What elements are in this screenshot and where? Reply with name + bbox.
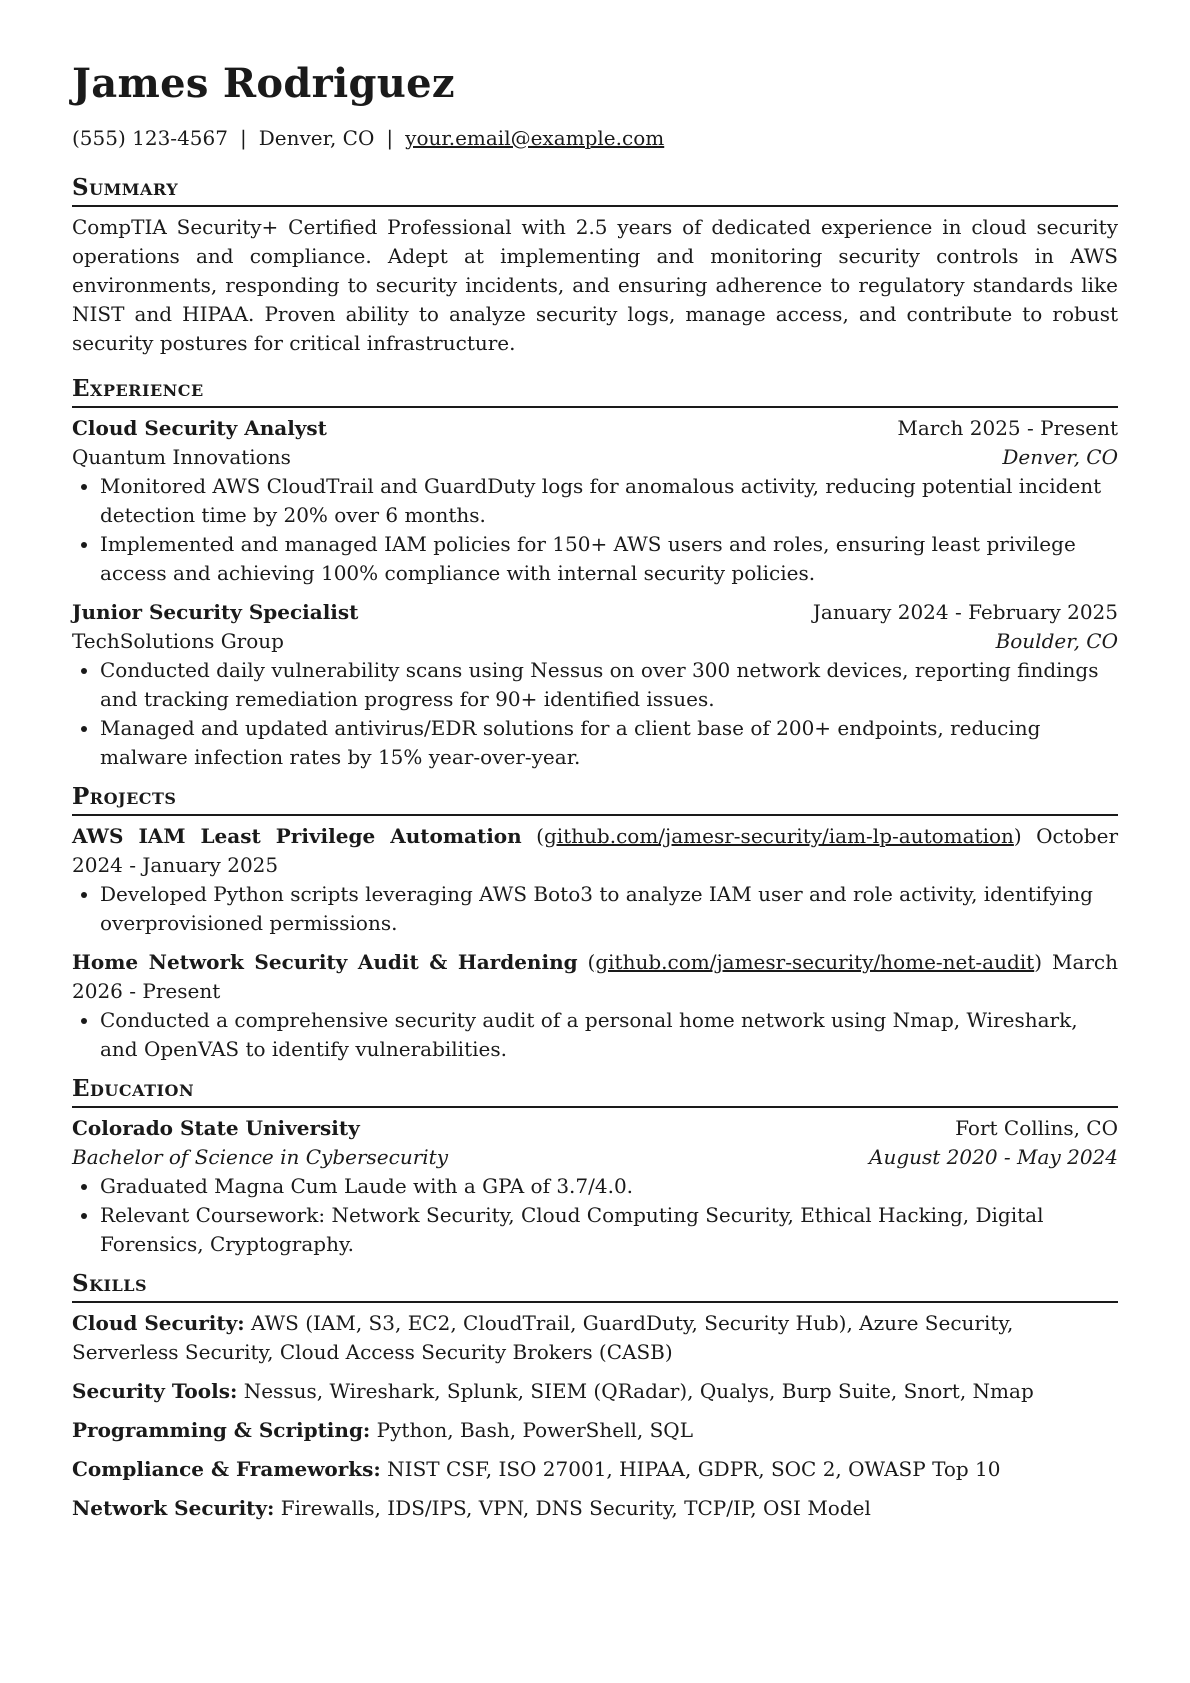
school-location: Fort Collins, CO	[955, 1116, 1118, 1140]
company-name: Quantum Innovations	[72, 445, 291, 469]
skill-line	[72, 1455, 1118, 1484]
project-entry: Home Network Security Audit & Hardening (github.com/jamesr-security/home-net-audit) March 2026 - Present Conducted a comprehensive security audit of a personal home network using Nmap, Wireshark, and OpenVAS to identify vulnerabilities.	[72, 948, 1118, 1064]
skill-line	[72, 1416, 1118, 1445]
bullet-item: Relevant Coursework: Network Security, Cloud Computing Security, Ethical Hacking, Digital Forensics, Cryptography.	[100, 1201, 1118, 1259]
project-entry: AWS IAM Least Privilege Automation (github.com/jamesr-security/iam-lp-automation) October 2024 - January 2025 Developed Python scripts leveraging AWS Boto3 to analyze IAM user and role activity, identifying overprovisioned permissions.	[72, 822, 1118, 938]
location: Denver, CO	[258, 126, 375, 150]
school-name: Colorado State University	[72, 1116, 360, 1140]
summary-text: CompTIA Security+ Certified Professional with 2.5 years of dedicated experience in cloud security operations and compliance. Adept at implementing and monitoring security controls in AWS environments, responding to security incidents, and ensuring adherence to regulatory standards like NIST and HIPAA. Proven ability to analyze security logs, manage access, and contribute to robust security postures for critical infrastructure.	[72, 215, 1118, 355]
project-link[interactable]: github.com/jamesr-security/iam-lp-automation	[543, 824, 1014, 848]
project-dates: October 2024 - January 2025	[72, 824, 1118, 877]
skill-label: Cloud Security:	[72, 1311, 245, 1335]
education-section	[72, 1074, 1118, 1259]
bullet-item: Managed and updated antivirus/EDR solutions for a client base of 200+ endpoints, reducing malware infection rates by 15% year-over-year.	[100, 714, 1118, 772]
job-dates: March 2025 - Present	[897, 416, 1118, 440]
bullet-item: Monitored AWS CloudTrail and GuardDuty logs for anomalous activity, reducing potential incident detection time by 20% over 6 months.	[100, 472, 1118, 530]
section-title-experience: Experience	[72, 374, 1118, 408]
summary-section	[72, 173, 1118, 358]
skill-label: Network Security:	[72, 1496, 275, 1520]
job-location: Boulder, CO	[995, 629, 1118, 653]
skill-value: Nessus, Wireshark, Splunk, SIEM (QRadar), Qualys, Burp Suite, Snort, Nmap	[243, 1379, 1034, 1403]
projects-section	[72, 782, 1118, 1064]
skill-value: Python, Bash, PowerShell, SQL	[376, 1418, 693, 1442]
skill-value: Firewalls, IDS/IPS, VPN, DNS Security, TCP/IP, OSI Model	[280, 1496, 871, 1520]
skill-line	[72, 1309, 1118, 1367]
project-name: AWS IAM Least Privilege Automation	[72, 824, 522, 848]
skill-line	[72, 1494, 1118, 1523]
job-title: Junior Security Specialist	[72, 600, 359, 624]
bullet-list	[72, 472, 1118, 588]
section-title-skills: Skills	[72, 1269, 1118, 1303]
bullet-item: Conducted a comprehensive security audit of a personal home network using Nmap, Wireshark, and OpenVAS to identify vulnerabilities.	[100, 1006, 1118, 1064]
job-location: Denver, CO	[1002, 445, 1118, 469]
project-dates: March 2026 - Present	[72, 950, 1119, 1003]
skill-value: NIST CSF, ISO 27001, HIPAA, GDPR, SOC 2, OWASP Top 10	[387, 1457, 1001, 1481]
skill-value: AWS (IAM, S3, EC2, CloudTrail, GuardDuty, Security Hub), Azure Security, Serverless Security, Cloud Access Security Brokers (CASB)	[72, 1311, 1014, 1364]
section-title-education: Education	[72, 1074, 1118, 1108]
bullet-item: Implemented and managed IAM policies for 150+ AWS users and roles, ensuring least privilege access and achieving 100% compliance with internal security policies.	[100, 530, 1118, 588]
bullet-list	[72, 1172, 1118, 1259]
phone: (555) 123-4567	[72, 126, 228, 150]
project-name: Home Network Security Audit & Hardening	[72, 950, 578, 974]
section-title-summary: Summary	[72, 173, 1118, 207]
contact-line	[72, 124, 1118, 153]
education-entry	[72, 1114, 1118, 1259]
project-link[interactable]: github.com/jamesr-security/home-net-audit	[595, 950, 1035, 974]
bullet-item: Conducted daily vulnerability scans using Nessus on over 300 network devices, reporting findings and tracking remediation progress for 90+ identified issues.	[100, 656, 1118, 714]
degree: Bachelor of Science in Cybersecurity	[72, 1145, 449, 1169]
separator: |	[239, 126, 247, 150]
separator: |	[386, 126, 394, 150]
experience-section	[72, 374, 1118, 772]
bullet-item: Graduated Magna Cum Laude with a GPA of 3.7/4.0.	[100, 1172, 1118, 1201]
bullet-list	[72, 1006, 1118, 1064]
company-name: TechSolutions Group	[72, 629, 284, 653]
job-entry	[72, 598, 1118, 772]
candidate-name: James Rodriguez	[72, 60, 455, 107]
bullet-item: Developed Python scripts leveraging AWS Boto3 to analyze IAM user and role activity, identifying overprovisioned permissions.	[100, 880, 1118, 938]
section-title-projects: Projects	[72, 782, 1118, 816]
skill-label: Programming & Scripting:	[72, 1418, 371, 1442]
skills-section	[72, 1269, 1118, 1523]
skill-label: Compliance & Frameworks:	[72, 1457, 381, 1481]
education-dates: August 2020 - May 2024	[869, 1145, 1118, 1169]
job-title: Cloud Security Analyst	[72, 416, 327, 440]
job-entry	[72, 414, 1118, 588]
job-dates: January 2024 - February 2025	[812, 600, 1118, 624]
skill-label: Security Tools:	[72, 1379, 238, 1403]
email-link[interactable]: your.email@example.com	[405, 126, 665, 150]
skill-line	[72, 1377, 1118, 1406]
bullet-list	[72, 880, 1118, 938]
bullet-list	[72, 656, 1118, 772]
